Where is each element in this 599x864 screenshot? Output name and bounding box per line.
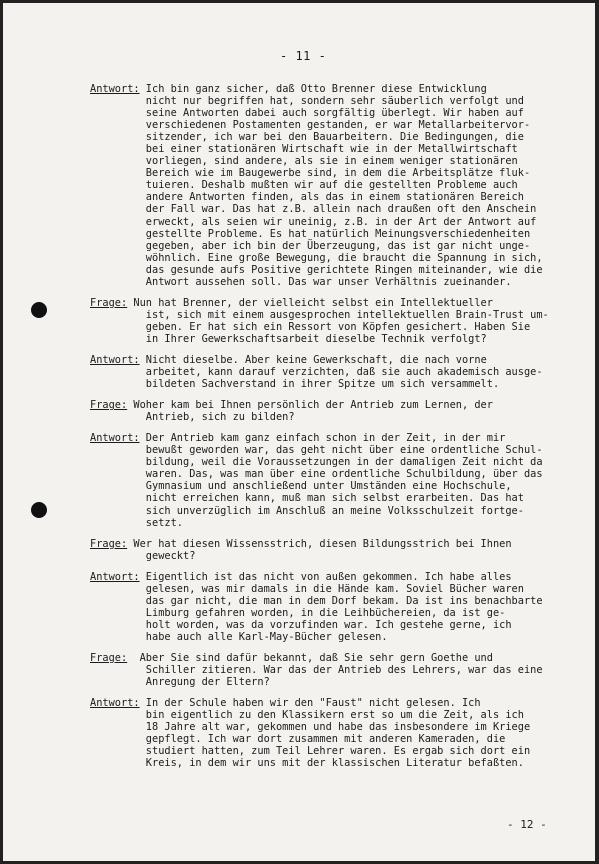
transcript-line (90, 83, 560, 95)
line-text: In der Schule haben wir den "Faust" nicht gelesen. Ich (139, 697, 481, 710)
next-page-number: - 12 - (507, 818, 547, 831)
speaker-label-antwort: Antwort: (90, 353, 140, 366)
transcript-line: tuieren. Deshalb mußten wir auf die gestellten Probleme auch (90, 179, 518, 192)
transcript-line: arbeitet, kann darauf verzichten, daß sie auch akademisch ausge- (90, 366, 543, 379)
transcript-line (90, 538, 560, 550)
transcript-line: 18 Jahre alt war, gekommen und habe das insbesondere im Kriege (90, 721, 531, 734)
transcript-line: gestellte Probleme. Es hat natürlich Meinungsverschiedenheiten (90, 227, 531, 240)
transcript-line (90, 399, 560, 411)
transcript-line: geweckt? (90, 549, 196, 562)
transcript-line: vorliegen, sind andere, als sie in einem weniger stationären (90, 155, 518, 168)
transcript-line: Antrieb, sich zu bilden? (90, 411, 295, 424)
transcript-line: in Ihrer Gewerkschaftsarbeit dieselbe Technik verfolgt? (90, 332, 487, 345)
speaker-label-frage: Frage: (90, 651, 128, 664)
line-text: Nicht dieselbe. Aber keine Gewerkschaft, die nach vorne (139, 353, 487, 366)
speaker-label-frage: Frage: (90, 537, 128, 550)
question-block (90, 538, 560, 562)
transcript-line: verschiedenen Postamenten gestanden, er war Metallarbeitervor- (90, 119, 531, 132)
transcript-line (90, 571, 560, 583)
transcript-line: erweckt, als seien wir uneinig, z.B. in der Art der Antwort auf (90, 215, 537, 228)
transcript-line (90, 297, 560, 309)
question-block (90, 399, 560, 423)
transcript-line: gegeben, aber ich bin der Überzeugung, das ist gar nicht unge- (90, 239, 531, 252)
transcript-line: der Fall war. Das hat z.B. allein nach draußen oft den Anschein (90, 203, 537, 216)
speaker-label-frage: Frage: (90, 399, 128, 412)
transcript-line: holt worden, was da vorzufinden war. Ich gestehe gerne, ich (90, 618, 512, 631)
transcript-line: bei einer stationären Wirtschaft wie in der Metallwirtschaft (90, 143, 518, 156)
transcript-line: geben. Er hat sich ein Ressort von Köpfen gesichert. Haben Sie (90, 320, 531, 333)
transcript-line: Antwort aussehen soll. Das war unser Verhältnis zueinander. (90, 275, 512, 288)
speaker-label-antwort: Antwort: (90, 83, 140, 95)
transcript-line: Limburg gefahren worden, in die Leihbüchereien, da ist ge- (90, 606, 506, 619)
line-text: Nun hat Brenner, der vielleicht selbst ein Intellektueller (127, 296, 493, 309)
page-number: - 11 - (280, 49, 327, 63)
answer-block (90, 354, 560, 390)
page-border-top (0, 0, 599, 3)
transcript-line: das gesunde aufs Positive gerichtete Ringen miteinander, wie die (90, 263, 543, 276)
transcript-line (90, 432, 560, 444)
transcript-line (90, 354, 560, 366)
line-text: Wer hat diesen Wissensstrich, diesen Bildungsstrich bei Ihnen (127, 537, 512, 550)
speaker-label-antwort: Antwort: (90, 697, 140, 710)
answer-block (90, 83, 560, 288)
speaker-label-antwort: Antwort: (90, 570, 140, 583)
transcript-line: Anregung der Eltern? (90, 676, 270, 689)
transcript-line: Kreis, in dem wir uns mit der klassischen Literatur befaßten. (90, 757, 524, 770)
transcript-line: Schiller zitieren. War das der Antrieb des Lehrers, war das eine (90, 664, 543, 677)
punch-hole-bottom (31, 502, 47, 518)
transcript-line: bin eigentlich zu den Klassikern erst so um die Zeit, als ich (90, 709, 524, 722)
transcript-line: habe auch alle Karl-May-Bücher gelesen. (90, 630, 388, 643)
transcript-line: das gar nicht, die man in dem Dorf bekam. Da ist ins benachbarte (90, 594, 543, 607)
answer-block (90, 697, 560, 769)
transcript-line: waren. Das, was man über eine ordentliche Schulbildung, über das (90, 468, 543, 481)
transcript-line: seine Antworten dabei auch sorgfältig überlegt. Wir haben auf (90, 107, 524, 120)
speaker-label-frage: Frage: (90, 296, 128, 309)
transcript-line: nicht nur begriffen hat, sondern sehr säuberlich verfolgt und (90, 95, 524, 108)
transcript-line: bildeten Sachverstand in ihrer Spitze um sich versammelt. (90, 378, 500, 391)
punch-hole-top (31, 302, 47, 318)
line-text: Aber Sie sind dafür bekannt, daß Sie sehr gern Goethe und (127, 651, 493, 664)
interview-transcript (90, 83, 560, 778)
transcript-line: wöhnlich. Eine große Bewegung, die braucht die Spannung in sich, (90, 251, 543, 264)
transcript-line (90, 652, 560, 664)
line-text: Woher kam bei Ihnen persönlich der Antrieb zum Lernen, der (127, 399, 493, 412)
question-block (90, 652, 560, 688)
transcript-line: Bereich wie im Baugewerbe sind, in dem die Arbeitsplätze fluk- (90, 167, 531, 180)
transcript-line: ist, sich mit einem ausgesprochen intellektuellen Brain-Trust um- (90, 308, 549, 321)
answer-block (90, 571, 560, 643)
transcript-line: gelesen, was mir damals in die Hände kam. Soviel Bücher waren (90, 582, 524, 595)
transcript-line: bildung, weil die Voraussetzungen in der damaligen Zeit nicht da (90, 456, 543, 469)
question-block (90, 297, 560, 345)
line-text: Der Antrieb kam ganz einfach schon in der Zeit, in der mir (139, 432, 506, 445)
transcript-line: nicht erreichen kann, muß man sich selbst erarbeiten. Das hat (90, 492, 524, 505)
transcript-line: studiert hatten, zum Teil Lehrer waren. Es ergab sich dort ein (90, 745, 531, 758)
speaker-label-antwort: Antwort: (90, 432, 140, 445)
transcript-line (90, 697, 560, 709)
page-border-right (595, 0, 599, 864)
transcript-line: bewußt geworden war, das geht nicht über eine ordentliche Schul- (90, 444, 543, 457)
transcript-line: sich unverzüglich im Anschluß an meine Volksschulzeit fortge- (90, 504, 524, 517)
transcript-line: andere Antworten finden, als das in einem stationären Bereich (90, 191, 524, 204)
line-text: Eigentlich ist das nicht von außen gekommen. Ich habe alles (139, 570, 512, 583)
transcript-line: sitzender, ich war bei den Bauarbeitern. Die Bedingungen, die (90, 131, 524, 144)
answer-block (90, 432, 560, 528)
line-text: Ich bin ganz sicher, daß Otto Brenner diese Entwicklung (139, 83, 487, 95)
transcript-line: setzt. (90, 516, 183, 529)
page-border-left (0, 0, 3, 864)
transcript-line: Gymnasium und anschließend unter Umständen eine Hochschule, (90, 480, 512, 493)
transcript-line: gepflegt. Ich war dort zusammen mit anderen Kameraden, die (90, 733, 506, 746)
